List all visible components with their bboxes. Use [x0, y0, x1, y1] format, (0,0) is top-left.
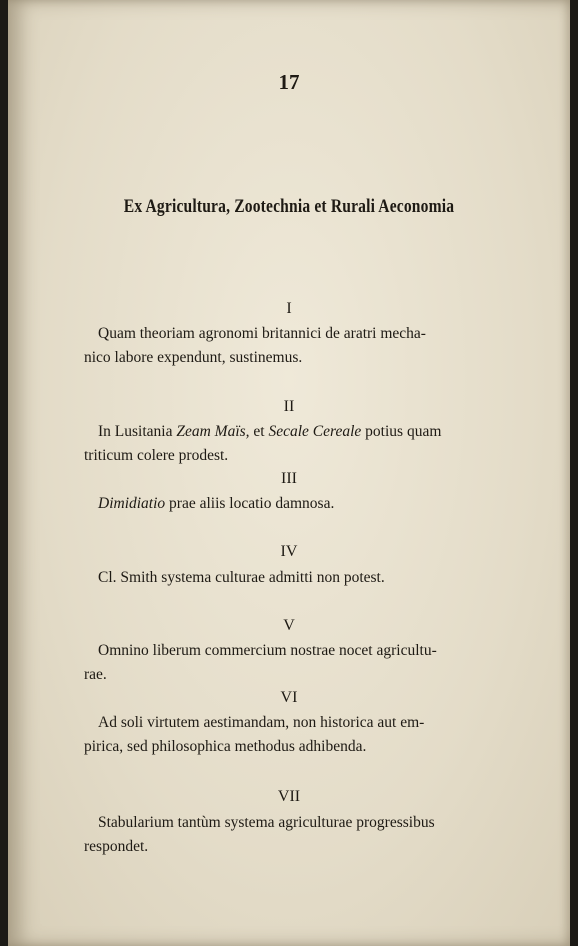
thesis-numeral-6: VI	[280, 689, 298, 706]
thesis-1-line-1: Quam theoriam agronomi britannici de aratri mecha-	[98, 325, 426, 342]
thesis-4-line-1: Cl. Smith systema culturae admitti non potest.	[98, 569, 385, 586]
thesis-numeral-3: III	[281, 470, 297, 487]
thesis-1-line-2: nico labore expendunt, sustinemus.	[84, 349, 303, 366]
thesis-numeral-5: V	[283, 617, 295, 634]
thesis-text-3	[84, 492, 496, 516]
thesis-text-1	[84, 322, 496, 370]
thesis-2-italic-zea: Zeam Maïs,	[176, 423, 250, 440]
thesis-2-pre: In Lusitania	[98, 423, 177, 440]
thesis-7-line-2: respondet.	[84, 838, 149, 855]
thesis-text-5	[84, 639, 496, 687]
thesis-6-line-1: Ad soli virtutem aestimandam, non historica aut em-	[98, 714, 425, 731]
thesis-text-7	[84, 811, 496, 859]
section-title: Ex Agricultura, Zootechnia et Rurali Aeconomia	[123, 196, 455, 217]
book-page	[8, 0, 570, 946]
thesis-numeral-7: VII	[277, 788, 301, 805]
thesis-3-rest: prae aliis locatio damnosa.	[165, 495, 335, 512]
thesis-6-line-2: pirica, sed philosophica methodus adhibenda.	[84, 738, 367, 755]
thesis-text-4	[84, 566, 496, 590]
thesis-5-line-1: Omnino liberum commercium nostrae nocet agricultu-	[98, 642, 437, 659]
thesis-7-line-1: Stabularium tantùm systema agriculturae progressibus	[98, 814, 435, 831]
thesis-numeral-4: IV	[280, 543, 298, 560]
page-number: 17	[278, 70, 300, 94]
thesis-numeral-1: I	[286, 300, 292, 317]
thesis-2-italic-secale: Secale Cereale	[268, 423, 362, 440]
thesis-2-post: potius quam	[361, 423, 442, 440]
thesis-5-line-2: rae.	[84, 666, 107, 683]
thesis-2-line-2: triticum colere prodest.	[84, 447, 229, 464]
thesis-text-6	[84, 711, 496, 759]
thesis-text-2	[84, 420, 496, 468]
thesis-2-mid: et	[249, 423, 269, 440]
thesis-3-italic: Dimidiatio	[98, 495, 166, 512]
thesis-numeral-2: II	[283, 398, 295, 415]
